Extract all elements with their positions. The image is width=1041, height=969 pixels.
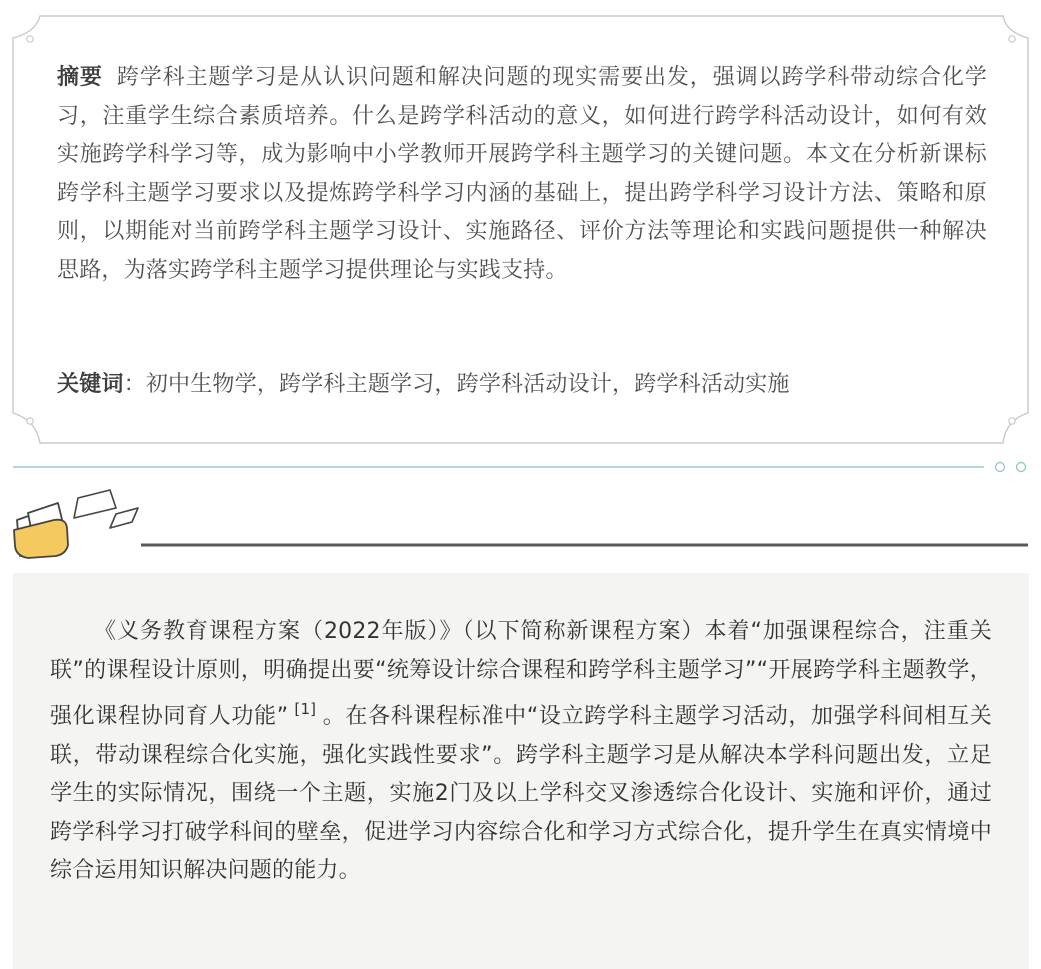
abstract-label: 摘要 <box>57 65 103 90</box>
abstract-text: 跨学科主题学习是从认识问题和解决问题的现实需要出发，强调以跨学科带动综合化学习，注重学生综合素质培养。什么是跨学科活动的意义，如何进行跨学科活动设计，如何有效实施跨学科学习等，成为影响中小学教师开展跨学科主题学习的关键问题。本文在分析新课标跨学科主题学习要求以及提炼跨学科学习内涵的基础上，提出跨学科学习设计方法、策略和原则，以期能对当前跨学科主题学习设计、实施路径、评价方法等理论和实践问题提供一种解决思路，为落实跨学科主题学习提供理论与实践支持。 <box>57 65 987 283</box>
body-text-after-citation: 。在各科课程标准中“设立跨学科主题学习活动，加强学科间相互关联，带动课程综合化实施，强化实践性要求”。跨学科主题学习是从解决本学科问题出发，立足学生的实际情况，围绕一个主题，实施2门及以上学科交叉渗透综合化设计、实施和评价，通过跨学科学习打破学科间的壁垒，促进学习内容综合化和学习方式综合化，提升学生在真实情境中综合运用知识解决问题的能力。 <box>50 704 992 883</box>
keywords-text: 初中生物学，跨学科主题学习，跨学科活动设计，跨学科活动实施 <box>145 372 790 397</box>
folder-icon <box>14 490 138 558</box>
frame-corner-dot <box>27 418 33 424</box>
frame-corner-dot <box>1009 36 1015 42</box>
body-text-before-citation: 《义务教育课程方案（2022年版）》（以下简称新课程方案）本着“加强课程综合，注重关联”的课程设计原则，明确提出要“统筹设计综合课程和跨学科主题学习”“开展跨学科主题教学，强化课程协同育人功能” <box>50 619 992 729</box>
body-panel <box>13 573 1029 969</box>
keywords-line <box>57 366 987 405</box>
body-paragraph <box>50 613 992 891</box>
keywords-separator: ： <box>123 372 146 397</box>
keywords-label: 关键词 <box>57 372 124 397</box>
abstract-paragraph <box>57 59 987 290</box>
citation-reference[interactable]: [1] <box>294 700 317 718</box>
frame-corner-dot <box>1009 418 1015 424</box>
frame-corner-dot <box>27 36 33 42</box>
divider-dot <box>996 463 1005 472</box>
divider-dot <box>1017 463 1026 472</box>
